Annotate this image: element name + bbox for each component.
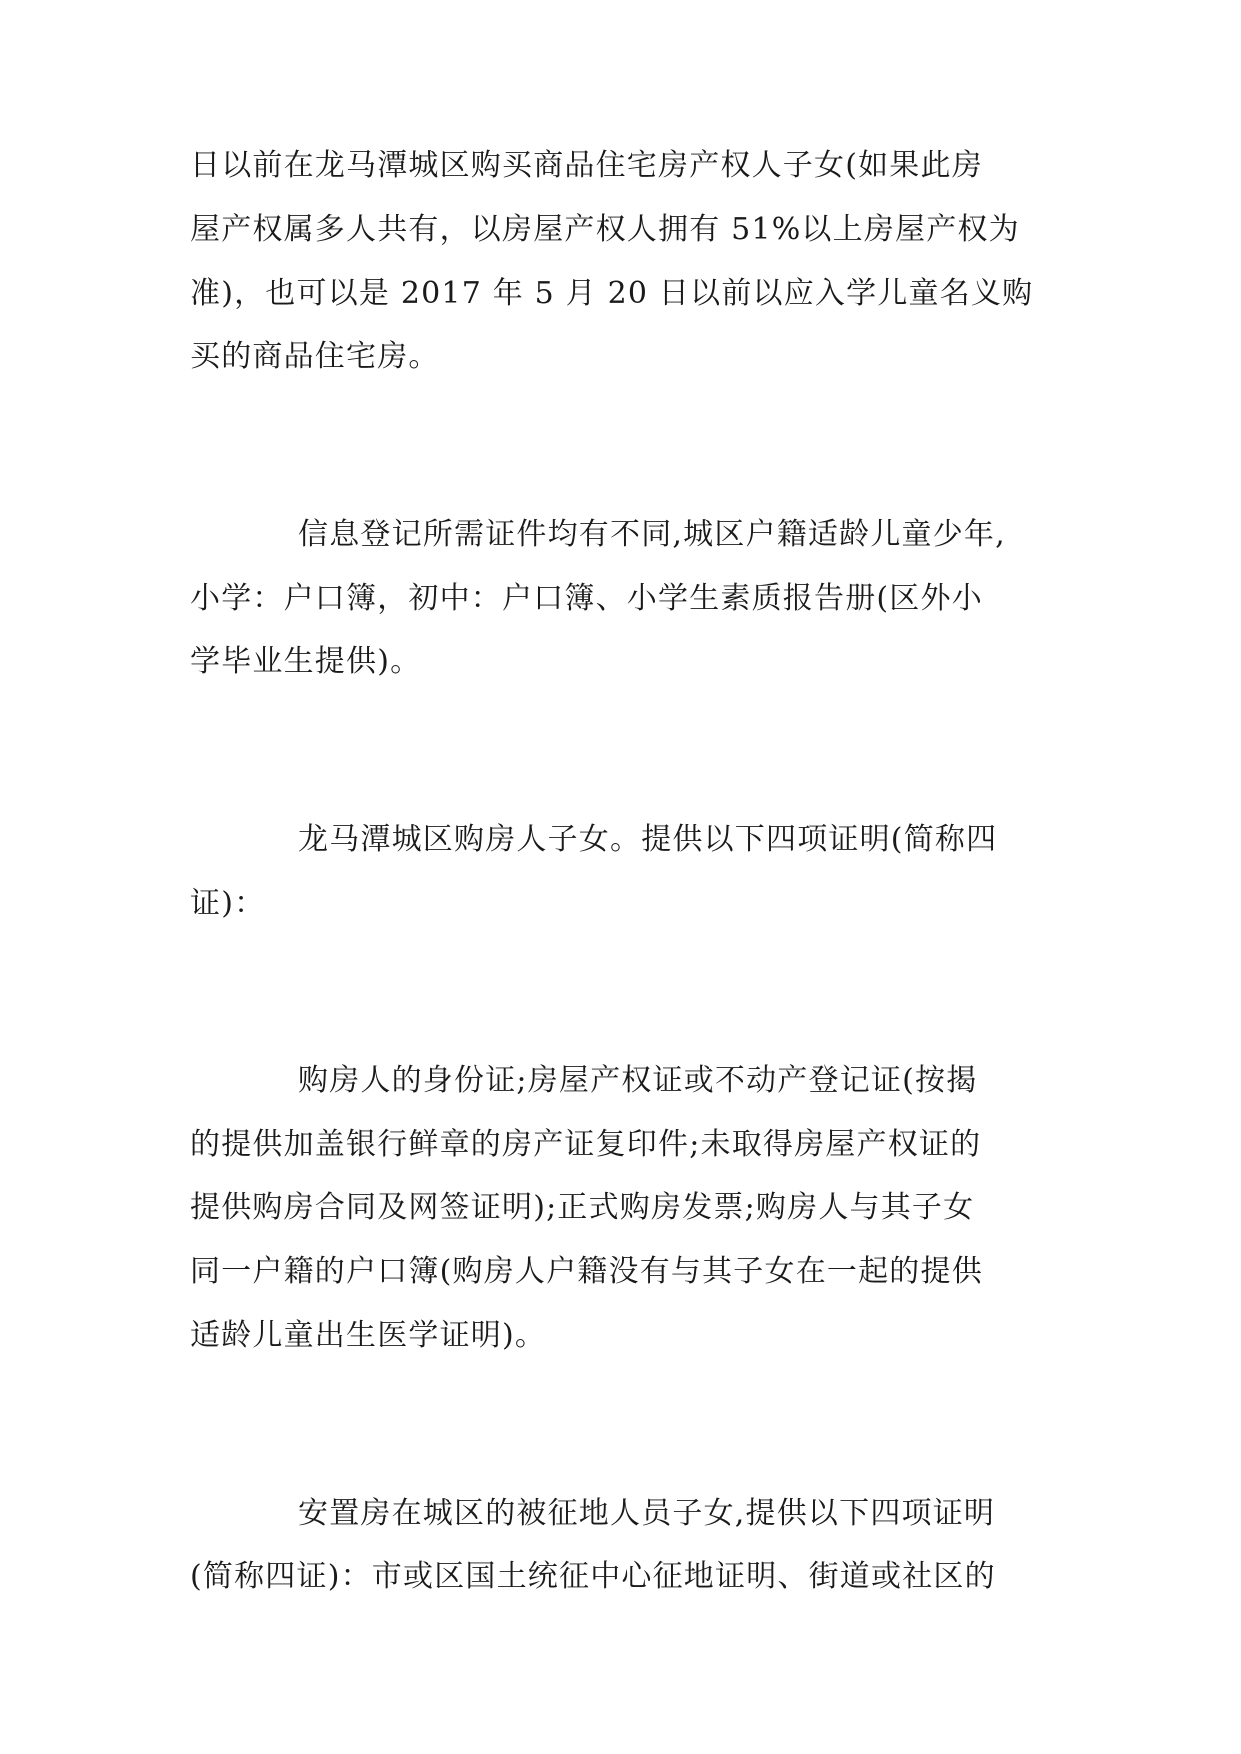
paragraph-3-line-1: 龙马潭城区购房人子女。提供以下四项证明(简称四 bbox=[298, 822, 998, 857]
paragraph-2-line-3: 学毕业生提供)。 bbox=[190, 644, 422, 679]
paragraph-5-line-2: (简称四证)：市或区国土统征中心征地证明、街道或社区的 bbox=[190, 1559, 996, 1594]
paragraph-4-line-1: 购房人的身份证;房屋产权证或不动产登记证(按揭 bbox=[298, 1063, 978, 1098]
paragraph-2-line-1: 信息登记所需证件均有不同,城区户籍适龄儿童少年, bbox=[298, 517, 1006, 552]
paragraph-1-line-4: 买的商品住宅房。 bbox=[190, 339, 440, 374]
paragraph-1-line-1: 日以前在龙马潭城区购买商品住宅房产权人子女(如果此房 bbox=[190, 148, 983, 183]
paragraph-4-line-2: 的提供加盖银行鲜章的房产证复印件;未取得房屋产权证的 bbox=[190, 1127, 982, 1162]
paragraph-1-line-2: 屋产权属多人共有，以房屋产权人拥有 51%以上房屋产权为 bbox=[190, 212, 1020, 247]
paragraph-3-line-2: 证)： bbox=[190, 886, 266, 921]
paragraph-5-line-1: 安置房在城区的被征地人员子女,提供以下四项证明 bbox=[298, 1496, 996, 1531]
paragraph-2-line-2: 小学：户口簿，初中：户口簿、小学生素质报告册(区外小 bbox=[190, 581, 983, 616]
paragraph-1-line-3: 准)，也可以是 2017 年 5 月 20 日以前以应入学儿童名义购 bbox=[190, 276, 1034, 311]
paragraph-4-line-3: 提供购房合同及网签证明);正式购房发票;购房人与其子女 bbox=[190, 1190, 975, 1225]
paragraph-4-line-4: 同一户籍的户口簿(购房人户籍没有与其子女在一起的提供 bbox=[190, 1254, 983, 1289]
paragraph-4-line-5: 适龄儿童出生医学证明)。 bbox=[190, 1318, 547, 1353]
